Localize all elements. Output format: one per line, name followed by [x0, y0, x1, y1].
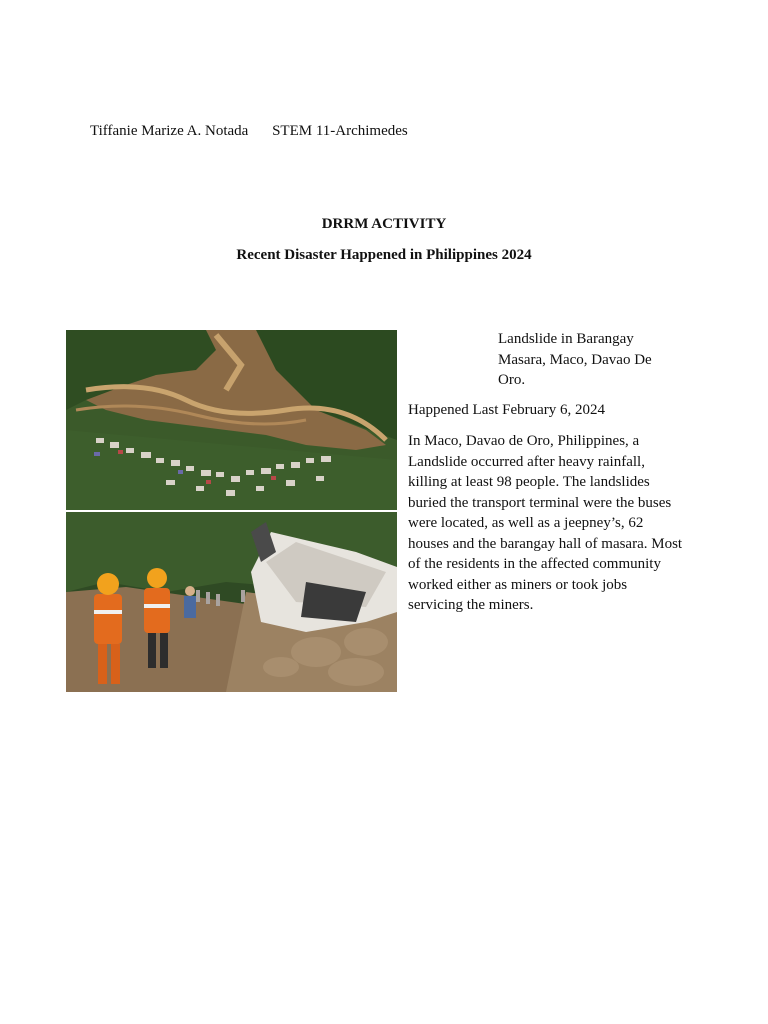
page-title: DRRM ACTIVITY	[321, 216, 447, 232]
photo-caption: Landslide in Barangay Masara, Maco, Davao De Oro.	[498, 331, 652, 388]
description-paragraph: In Maco, Davao de Oro, Philippines, a Landslide occurred after heavy rainfall, killing at least 98 people. The landslides buried the transport terminal were the buses were located, as well as a jeepney’s, 62 houses and the barangay hall of masara. Most of the residents in the affected community worked either as miners or took jobs servicing the miners.	[408, 433, 683, 613]
rescuers-photo	[66, 512, 397, 692]
student-class: STEM 11-Archimedes	[272, 123, 408, 139]
page-subtitle: Recent Disaster Happened in Philippines 2024	[236, 247, 532, 263]
aerial-landslide-photo	[66, 330, 397, 510]
date-paragraph: Happened Last February 6, 2024	[408, 402, 606, 418]
student-name: Tiffanie Marize A. Notada	[90, 123, 249, 139]
student-header	[90, 123, 408, 140]
landslide-photos	[66, 330, 397, 692]
